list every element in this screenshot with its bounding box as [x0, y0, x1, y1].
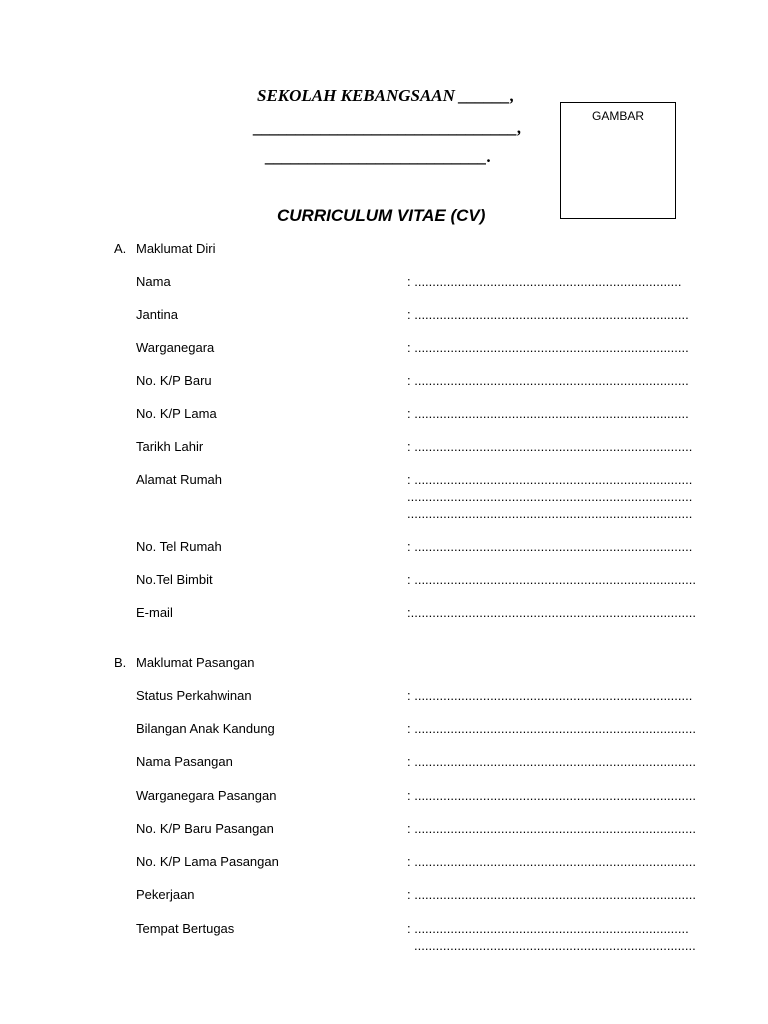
field-label-nama: Nama: [136, 274, 171, 289]
photo-placeholder-box: [560, 102, 676, 219]
field-value-kp-lama: : ............................................................................: [407, 406, 689, 421]
field-value-kp-baru-pasangan: : ..............................................................................: [407, 821, 696, 836]
section-a-heading: Maklumat Diri: [136, 241, 216, 256]
field-label-nama-pasangan: Nama Pasangan: [136, 754, 233, 769]
field-label-kp-lama: No. K/P Lama: [136, 406, 217, 421]
field-label-tarikh-lahir: Tarikh Lahir: [136, 439, 204, 454]
field-label-tel-bimbit: No.Tel Bimbit: [136, 572, 213, 587]
field-label-warganegara-pasangan: Warganegara Pasangan: [136, 788, 277, 803]
section-b-marker: B.: [114, 655, 127, 670]
section-a-marker: A.: [114, 241, 127, 256]
field-value-tel-bimbit: : ..............................................................................: [407, 572, 696, 587]
field-label-email: E-mail: [136, 605, 173, 620]
field-value-alamat-rumah-line-3: ...............................................................................: [407, 506, 693, 521]
field-label-alamat-rumah: Alamat Rumah: [136, 472, 222, 487]
field-label-jantina: Jantina: [136, 307, 178, 322]
field-value-kp-lama-pasangan: : ..............................................................................: [407, 854, 696, 869]
field-value-kp-baru: : ............................................................................: [407, 373, 689, 388]
field-value-tempat-bertugas-line-2: ..............................................................................: [414, 938, 696, 953]
field-value-warganegara-pasangan: : ..............................................................................: [407, 788, 696, 803]
field-label-tel-rumah: No. Tel Rumah: [136, 539, 222, 554]
field-value-tarikh-lahir: : .............................................................................: [407, 439, 693, 454]
field-label-warganegara: Warganegara: [136, 340, 215, 355]
field-label-kp-baru: No. K/P Baru: [136, 373, 212, 388]
field-value-alamat-rumah-line-2: ...............................................................................: [407, 489, 693, 504]
field-value-status-perkahwinan: : .............................................................................: [407, 688, 693, 703]
field-value-pekerjaan: : ..............................................................................: [407, 887, 696, 902]
field-value-bilangan-anak: : ..............................................................................: [407, 721, 696, 736]
field-label-pekerjaan: Pekerjaan: [136, 887, 195, 902]
school-name-line: SEKOLAH KEBANGSAAN ______,: [257, 86, 515, 105]
photo-label: GAMBAR: [591, 109, 644, 123]
field-value-tempat-bertugas: : ............................................................................: [407, 921, 689, 936]
school-address-line-2: __________________________.: [266, 147, 492, 166]
document-title: CURRICULUM VITAE (CV): [277, 206, 486, 225]
section-b-heading: Maklumat Pasangan: [136, 655, 255, 670]
field-value-email: :...............................................................................: [407, 605, 696, 620]
field-value-warganegara: : ............................................................................: [407, 340, 689, 355]
field-value-nama-pasangan: : ..............................................................................: [407, 754, 696, 769]
field-value-nama: : ..........................................................................: [407, 274, 682, 289]
field-label-bilangan-anak: Bilangan Anak Kandung: [136, 721, 275, 736]
field-value-alamat-rumah: : .............................................................................: [407, 472, 693, 487]
field-label-status-perkahwinan: Status Perkahwinan: [136, 688, 252, 703]
school-address-line-1: _______________________________,: [254, 118, 522, 137]
field-value-tel-rumah: : .............................................................................: [407, 539, 693, 554]
field-label-kp-baru-pasangan: No. K/P Baru Pasangan: [136, 821, 274, 836]
field-value-jantina: : ............................................................................: [407, 307, 689, 322]
field-label-tempat-bertugas: Tempat Bertugas: [136, 921, 235, 936]
field-label-kp-lama-pasangan: No. K/P Lama Pasangan: [136, 854, 279, 869]
